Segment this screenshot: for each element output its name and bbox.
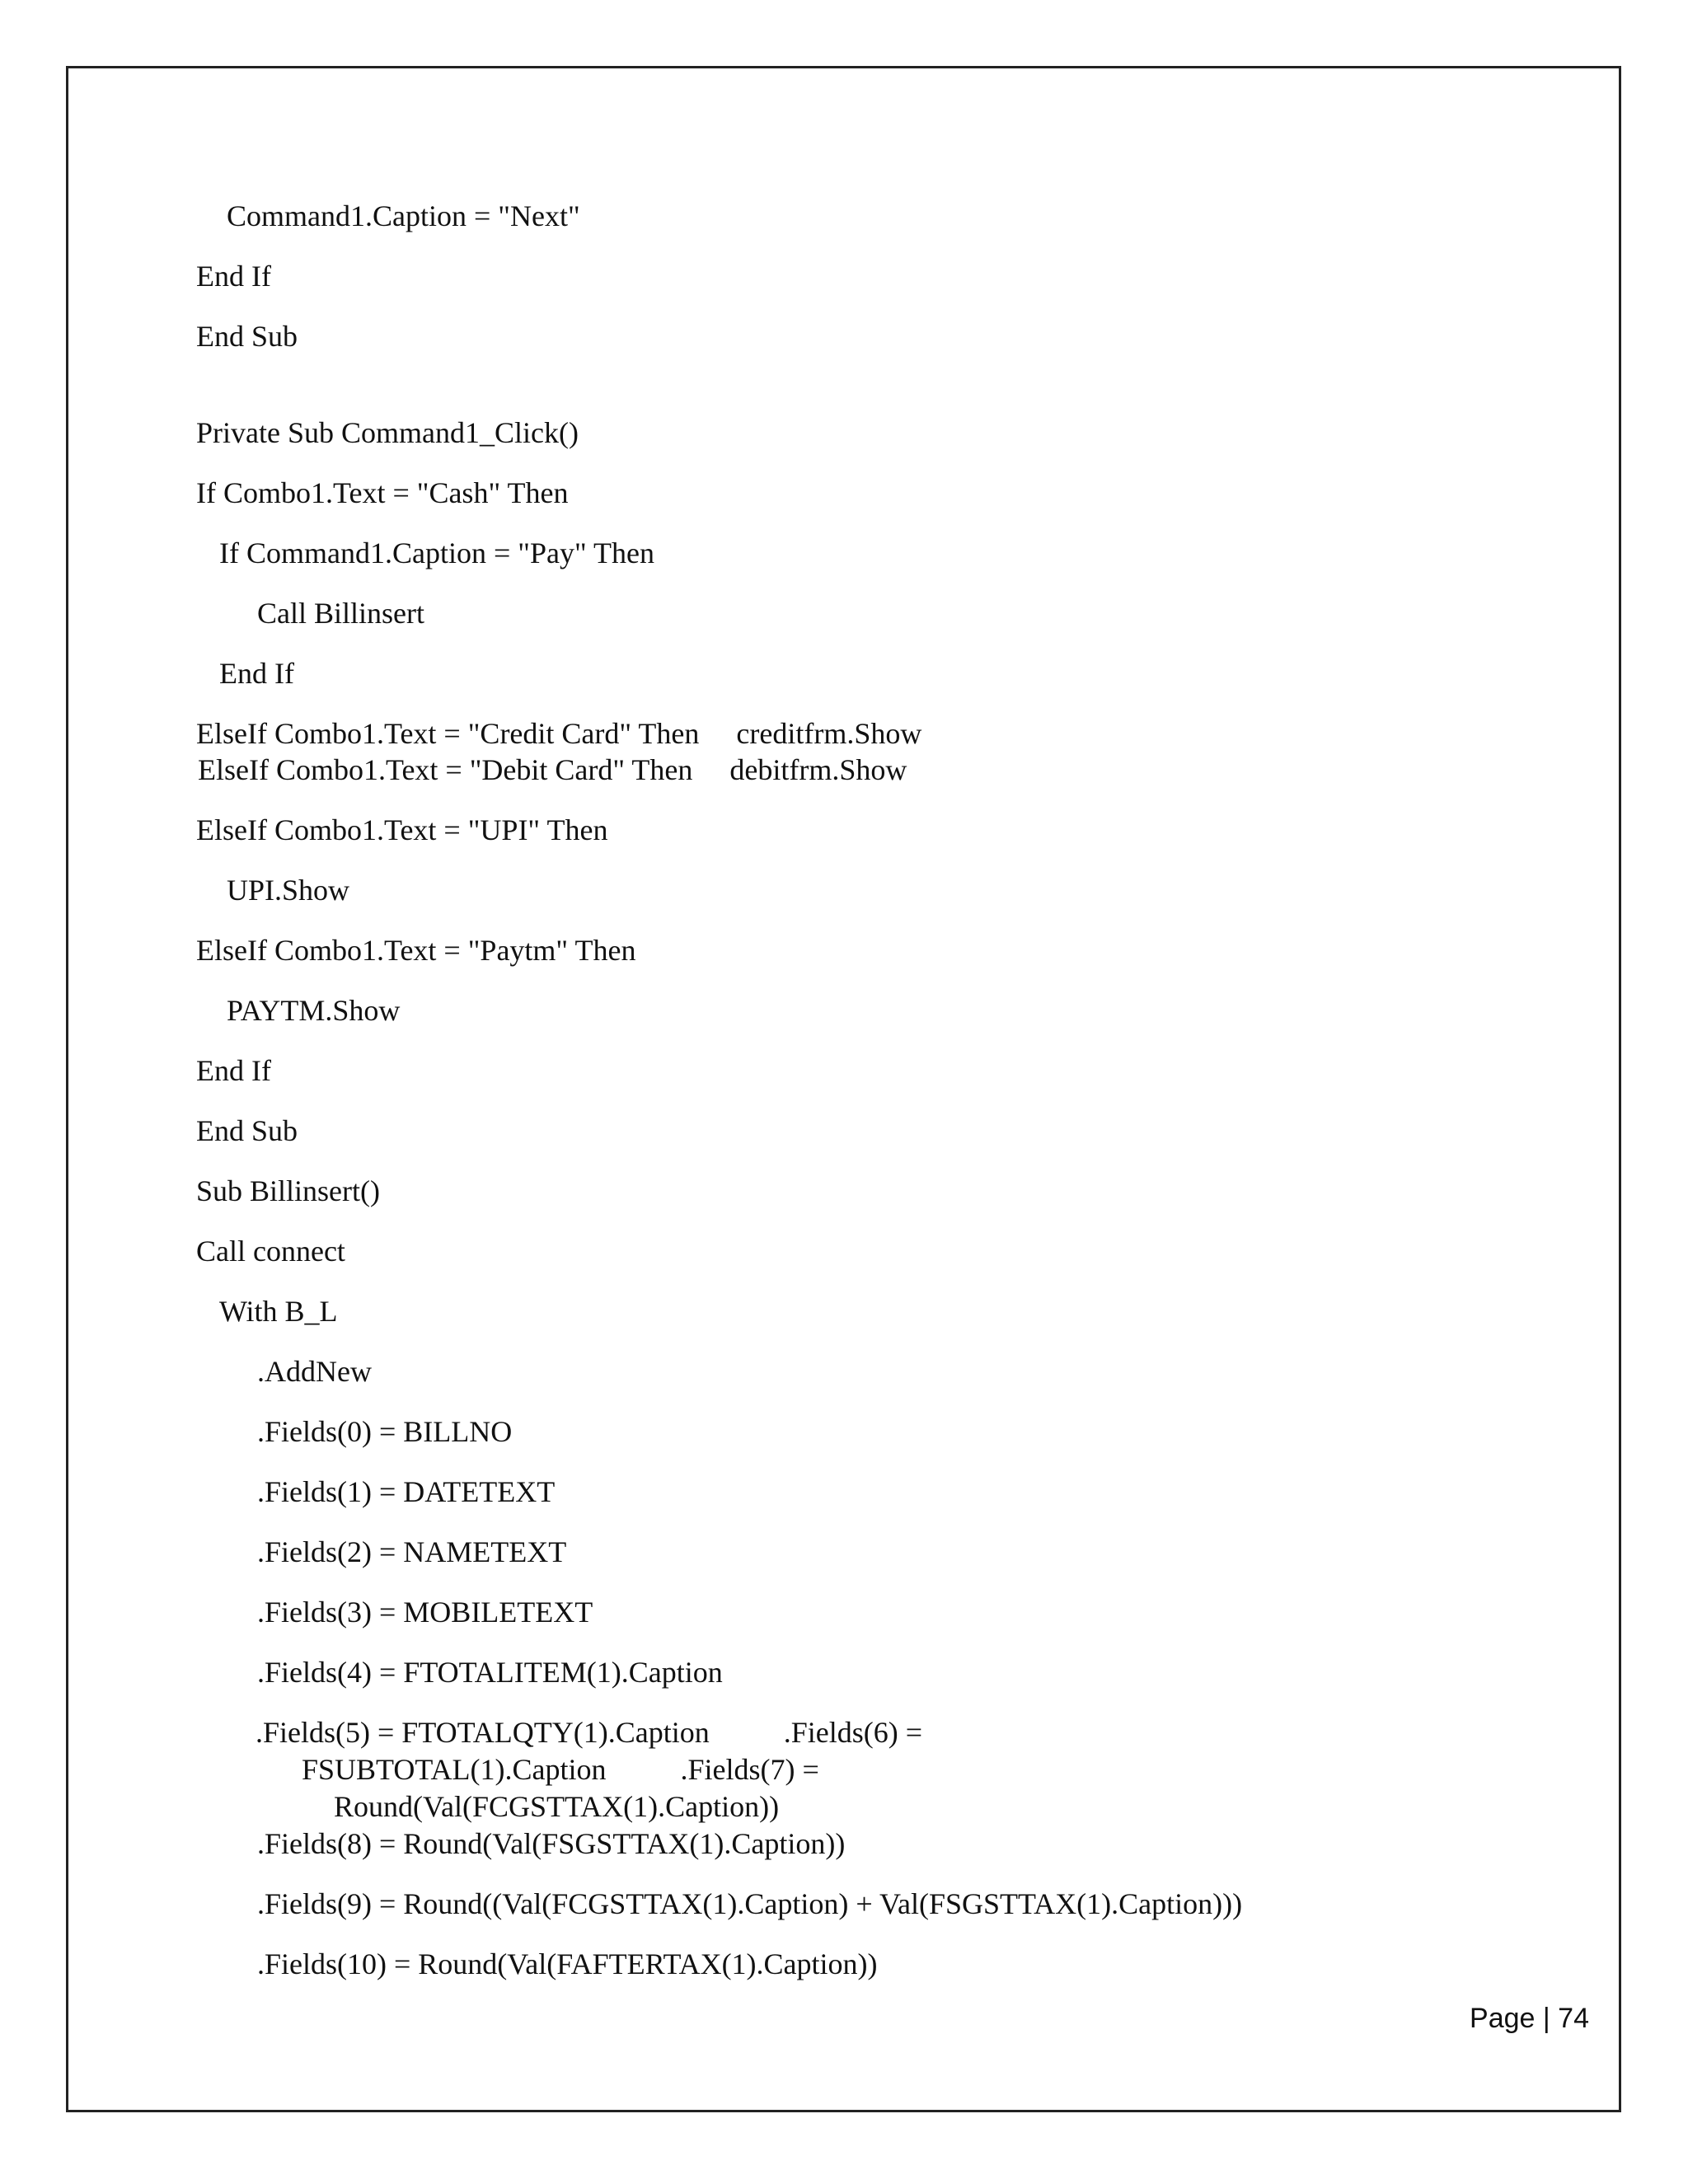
code-line: End If — [196, 260, 271, 293]
code-line: Sub Billinsert() — [196, 1174, 380, 1207]
code-line: .Fields(5) = FTOTALQTY(1).Caption .Fields(6) = — [256, 1716, 922, 1749]
code-line: ElseIf Combo1.Text = "UPI" Then — [196, 813, 608, 846]
code-line: .Fields(3) = MOBILETEXT — [257, 1596, 593, 1629]
code-line: FSUBTOTAL(1).Caption .Fields(7) = — [302, 1753, 819, 1786]
code-line: .AddNew — [257, 1355, 372, 1388]
code-line: ElseIf Combo1.Text = "Paytm" Then — [196, 934, 636, 967]
code-line: UPI.Show — [227, 874, 350, 907]
code-line: Private Sub Command1_Click() — [196, 416, 579, 449]
code-line: .Fields(0) = BILLNO — [257, 1415, 513, 1448]
code-line: End If — [196, 1054, 271, 1087]
code-line: ElseIf Combo1.Text = "Credit Card" Then creditfrm.Show — [196, 717, 922, 750]
code-line: If Command1.Caption = "Pay" Then — [219, 537, 654, 569]
code-line: Round(Val(FCGSTTAX(1).Caption)) — [334, 1790, 780, 1823]
code-line: If Combo1.Text = "Cash" Then — [196, 476, 569, 509]
code-line: PAYTM.Show — [227, 994, 401, 1027]
code-line: .Fields(9) = Round((Val(FCGSTTAX(1).Caption) + Val(FSGSTTAX(1).Caption))) — [257, 1887, 1243, 1920]
code-line: .Fields(4) = FTOTALITEM(1).Caption — [257, 1656, 723, 1689]
code-line: End Sub — [196, 320, 298, 353]
code-line: ElseIf Combo1.Text = "Debit Card" Then debitfrm.Show — [198, 753, 907, 786]
page-number: Page | 74 — [1470, 2003, 1589, 2034]
code-line: With B_L — [219, 1295, 338, 1328]
code-line: .Fields(1) = DATETEXT — [257, 1475, 556, 1508]
code-line: Call connect — [196, 1235, 345, 1268]
code-line: End Sub — [196, 1114, 298, 1147]
code-line: Command1.Caption = "Next" — [227, 199, 580, 232]
code-line: Call Billinsert — [257, 597, 424, 630]
code-line: .Fields(8) = Round(Val(FSGSTTAX(1).Caption)) — [257, 1827, 846, 1860]
code-line: .Fields(2) = NAMETEXT — [257, 1535, 567, 1568]
code-line: .Fields(10) = Round(Val(FAFTERTAX(1).Caption)) — [257, 1947, 878, 1980]
code-line: End If — [219, 657, 294, 690]
page-border — [66, 66, 1621, 2112]
